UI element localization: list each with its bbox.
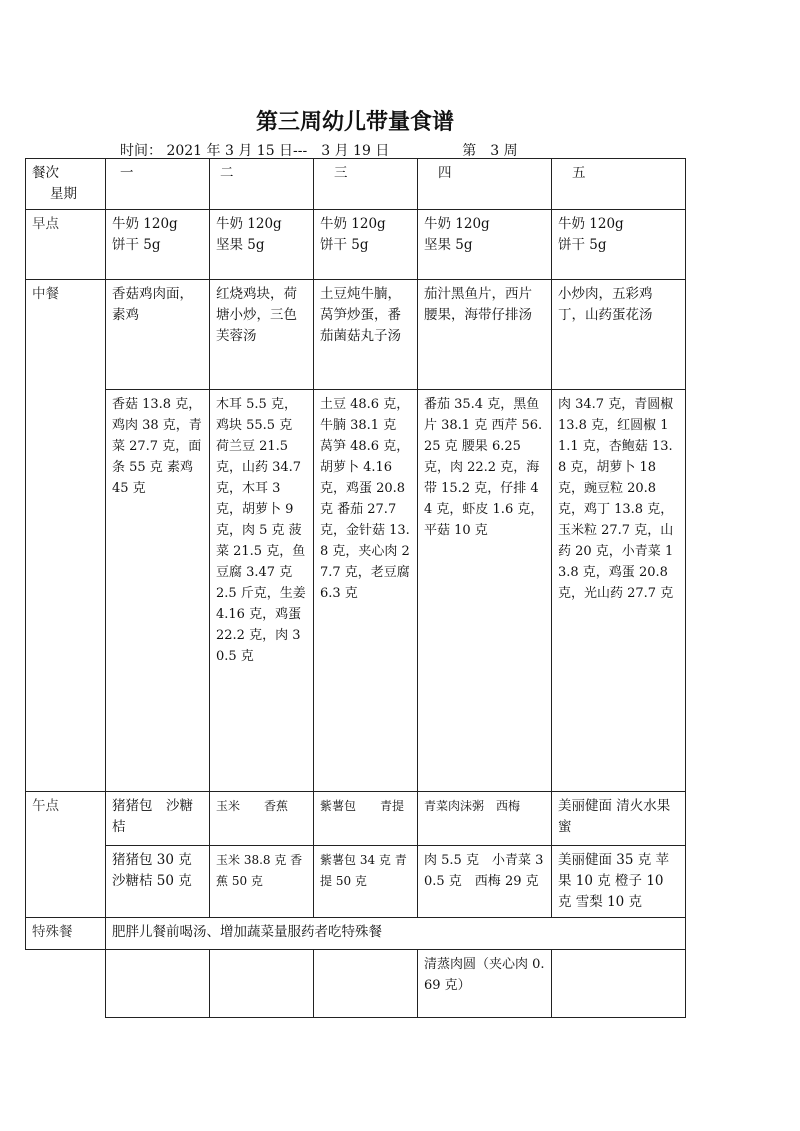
- lunch-amount-cell: 肉 34.7 克，青圆椒 13.8 克，红圆椒 11.1 克，杏鲍菇 13.8 克，胡萝卜 18 克，豌豆粒 20.8 克，鸡丁 13.8 克，玉米粒 27.7 克，山药 20 克，小青菜 13.8 克，鸡蛋 20.8 克，光山药 27.7 克: [552, 390, 686, 792]
- breakfast-cell: [106, 210, 210, 280]
- snack-item-cell: 猪猪包 沙糖桔: [106, 792, 210, 846]
- lunch-label: 中餐: [26, 280, 106, 792]
- snack-item-cell: 紫薯包 青提: [314, 792, 418, 846]
- lunch-dish-cell: 香菇鸡肉面，素鸡: [106, 280, 210, 390]
- lunch-dish-row: [26, 280, 686, 390]
- lunch-amount-row: [26, 390, 686, 792]
- breakfast-item: 饼干 5g: [112, 237, 161, 253]
- breakfast-row: [26, 210, 686, 280]
- day-header-mon: 一: [106, 159, 210, 210]
- header-corner: [26, 159, 106, 210]
- breakfast-item: 牛奶 120g: [320, 216, 386, 232]
- snack-amount-cell: 猪猪包 30 克 沙糖桔 50 克: [106, 846, 210, 918]
- snack-amount-cell: 肉 5.5 克 小青菜 30.5 克 西梅 29 克: [418, 846, 552, 918]
- breakfast-cell: [210, 210, 314, 280]
- day-header-thu: 四: [418, 159, 552, 210]
- special-note: 肥胖儿餐前喝汤、增加蔬菜量服药者吃特殊餐: [106, 918, 686, 950]
- breakfast-cell: [418, 210, 552, 280]
- snack-amount-cell: 紫薯包 34 克 青提 50 克: [314, 846, 418, 918]
- lunch-amount-cell: 香菇 13.8 克，鸡肉 38 克，青菜 27.7 克，面条 55 克 素鸡 45 克: [106, 390, 210, 792]
- lunch-amount-cell: 土豆 48.6 克，牛腩 38.1 克 莴笋 48.6 克，胡萝卜 4.16 克，鸡蛋 20.8 克 番茄 27.7 克，金针菇 13.8 克，夹心肉 27.7 克，老豆腐 6.3 克: [314, 390, 418, 792]
- page-title: 第三周幼儿带量食谱: [255, 110, 454, 135]
- special-cell: [210, 950, 314, 1018]
- breakfast-item: 坚果 5g: [424, 237, 473, 253]
- date-line: [120, 140, 518, 160]
- snack-amount-row: [26, 846, 686, 918]
- breakfast-item: 牛奶 120g: [424, 216, 490, 232]
- breakfast-item: 牛奶 120g: [216, 216, 282, 232]
- snack-amount-cell: 玉米 38.8 克 香蕉 50 克: [210, 846, 314, 918]
- breakfast-item: 饼干 5g: [558, 237, 607, 253]
- snack-amount-cell: 美丽健面 35 克 苹果 10 克 橙子 10 克 雪梨 10 克: [552, 846, 686, 918]
- day-header-tue: 二: [210, 159, 314, 210]
- special-cell: [314, 950, 418, 1018]
- special-note-row: [26, 918, 686, 950]
- lunch-dish-cell: 小炒肉，五彩鸡丁，山药蛋花汤: [552, 280, 686, 390]
- breakfast-cell: [314, 210, 418, 280]
- lunch-amount-cell: 番茄 35.4 克，黑鱼片 38.1 克 西芹 56.25 克 腰果 6.25 克，肉 22.2 克，海带 15.2 克，仔排 44 克，虾皮 1.6 克，平菇 10 克: [418, 390, 552, 792]
- snack-item-cell: 美丽健面 清火水果蜜: [552, 792, 686, 846]
- header-row: [26, 159, 686, 210]
- breakfast-item: 饼干 5g: [320, 237, 369, 253]
- lunch-dish-cell: 茄汁黑鱼片，西片腰果，海带仔排汤: [418, 280, 552, 390]
- breakfast-item: 牛奶 120g: [112, 216, 178, 232]
- special-label: 特殊餐: [26, 918, 106, 950]
- time-label: 时间：: [120, 143, 162, 159]
- special-blank: [26, 950, 106, 1018]
- snack-item-row: [26, 792, 686, 846]
- lunch-dish-cell: 土豆炖牛腩，莴笋炒蛋，番茄菌菇丸子汤: [314, 280, 418, 390]
- special-cell: [552, 950, 686, 1018]
- snack-item-cell: 玉米 香蕉: [210, 792, 314, 846]
- breakfast-cell: [552, 210, 686, 280]
- special-cell: 清蒸肉圆（夹心肉 0.69 克）: [418, 950, 552, 1018]
- day-header-wed: 三: [314, 159, 418, 210]
- menu-table: [25, 158, 686, 1018]
- breakfast-item: 坚果 5g: [216, 237, 265, 253]
- special-cell: [106, 950, 210, 1018]
- lunch-amount-cell: 木耳 5.5 克，鸡块 55.5 克 荷兰豆 21.5 克，山药 34.7 克，木耳 3 克，胡萝卜 9 克，肉 5 克 菠菜 21.5 克，鱼豆腐 3.47 克 2.5 斤克，生姜 4.16 克，鸡蛋 22.2 克，肉 30.5 克: [210, 390, 314, 792]
- lunch-dish-cell: 红烧鸡块，荷塘小炒，三色芙蓉汤: [210, 280, 314, 390]
- weekday-label: 星期: [50, 186, 77, 202]
- special-detail-row: [26, 950, 686, 1018]
- snack-label: 午点: [26, 792, 106, 918]
- breakfast-item: 牛奶 120g: [558, 216, 624, 232]
- week-number: 第 3 周: [462, 143, 518, 159]
- meal-label: 餐次: [32, 165, 59, 181]
- breakfast-label: 早点: [26, 210, 106, 280]
- snack-item-cell: 青菜肉沫粥 西梅: [418, 792, 552, 846]
- date-range: 2021 年 3 月 15 日--- 3 月 19 日: [166, 143, 390, 159]
- day-header-fri: 五: [552, 159, 686, 210]
